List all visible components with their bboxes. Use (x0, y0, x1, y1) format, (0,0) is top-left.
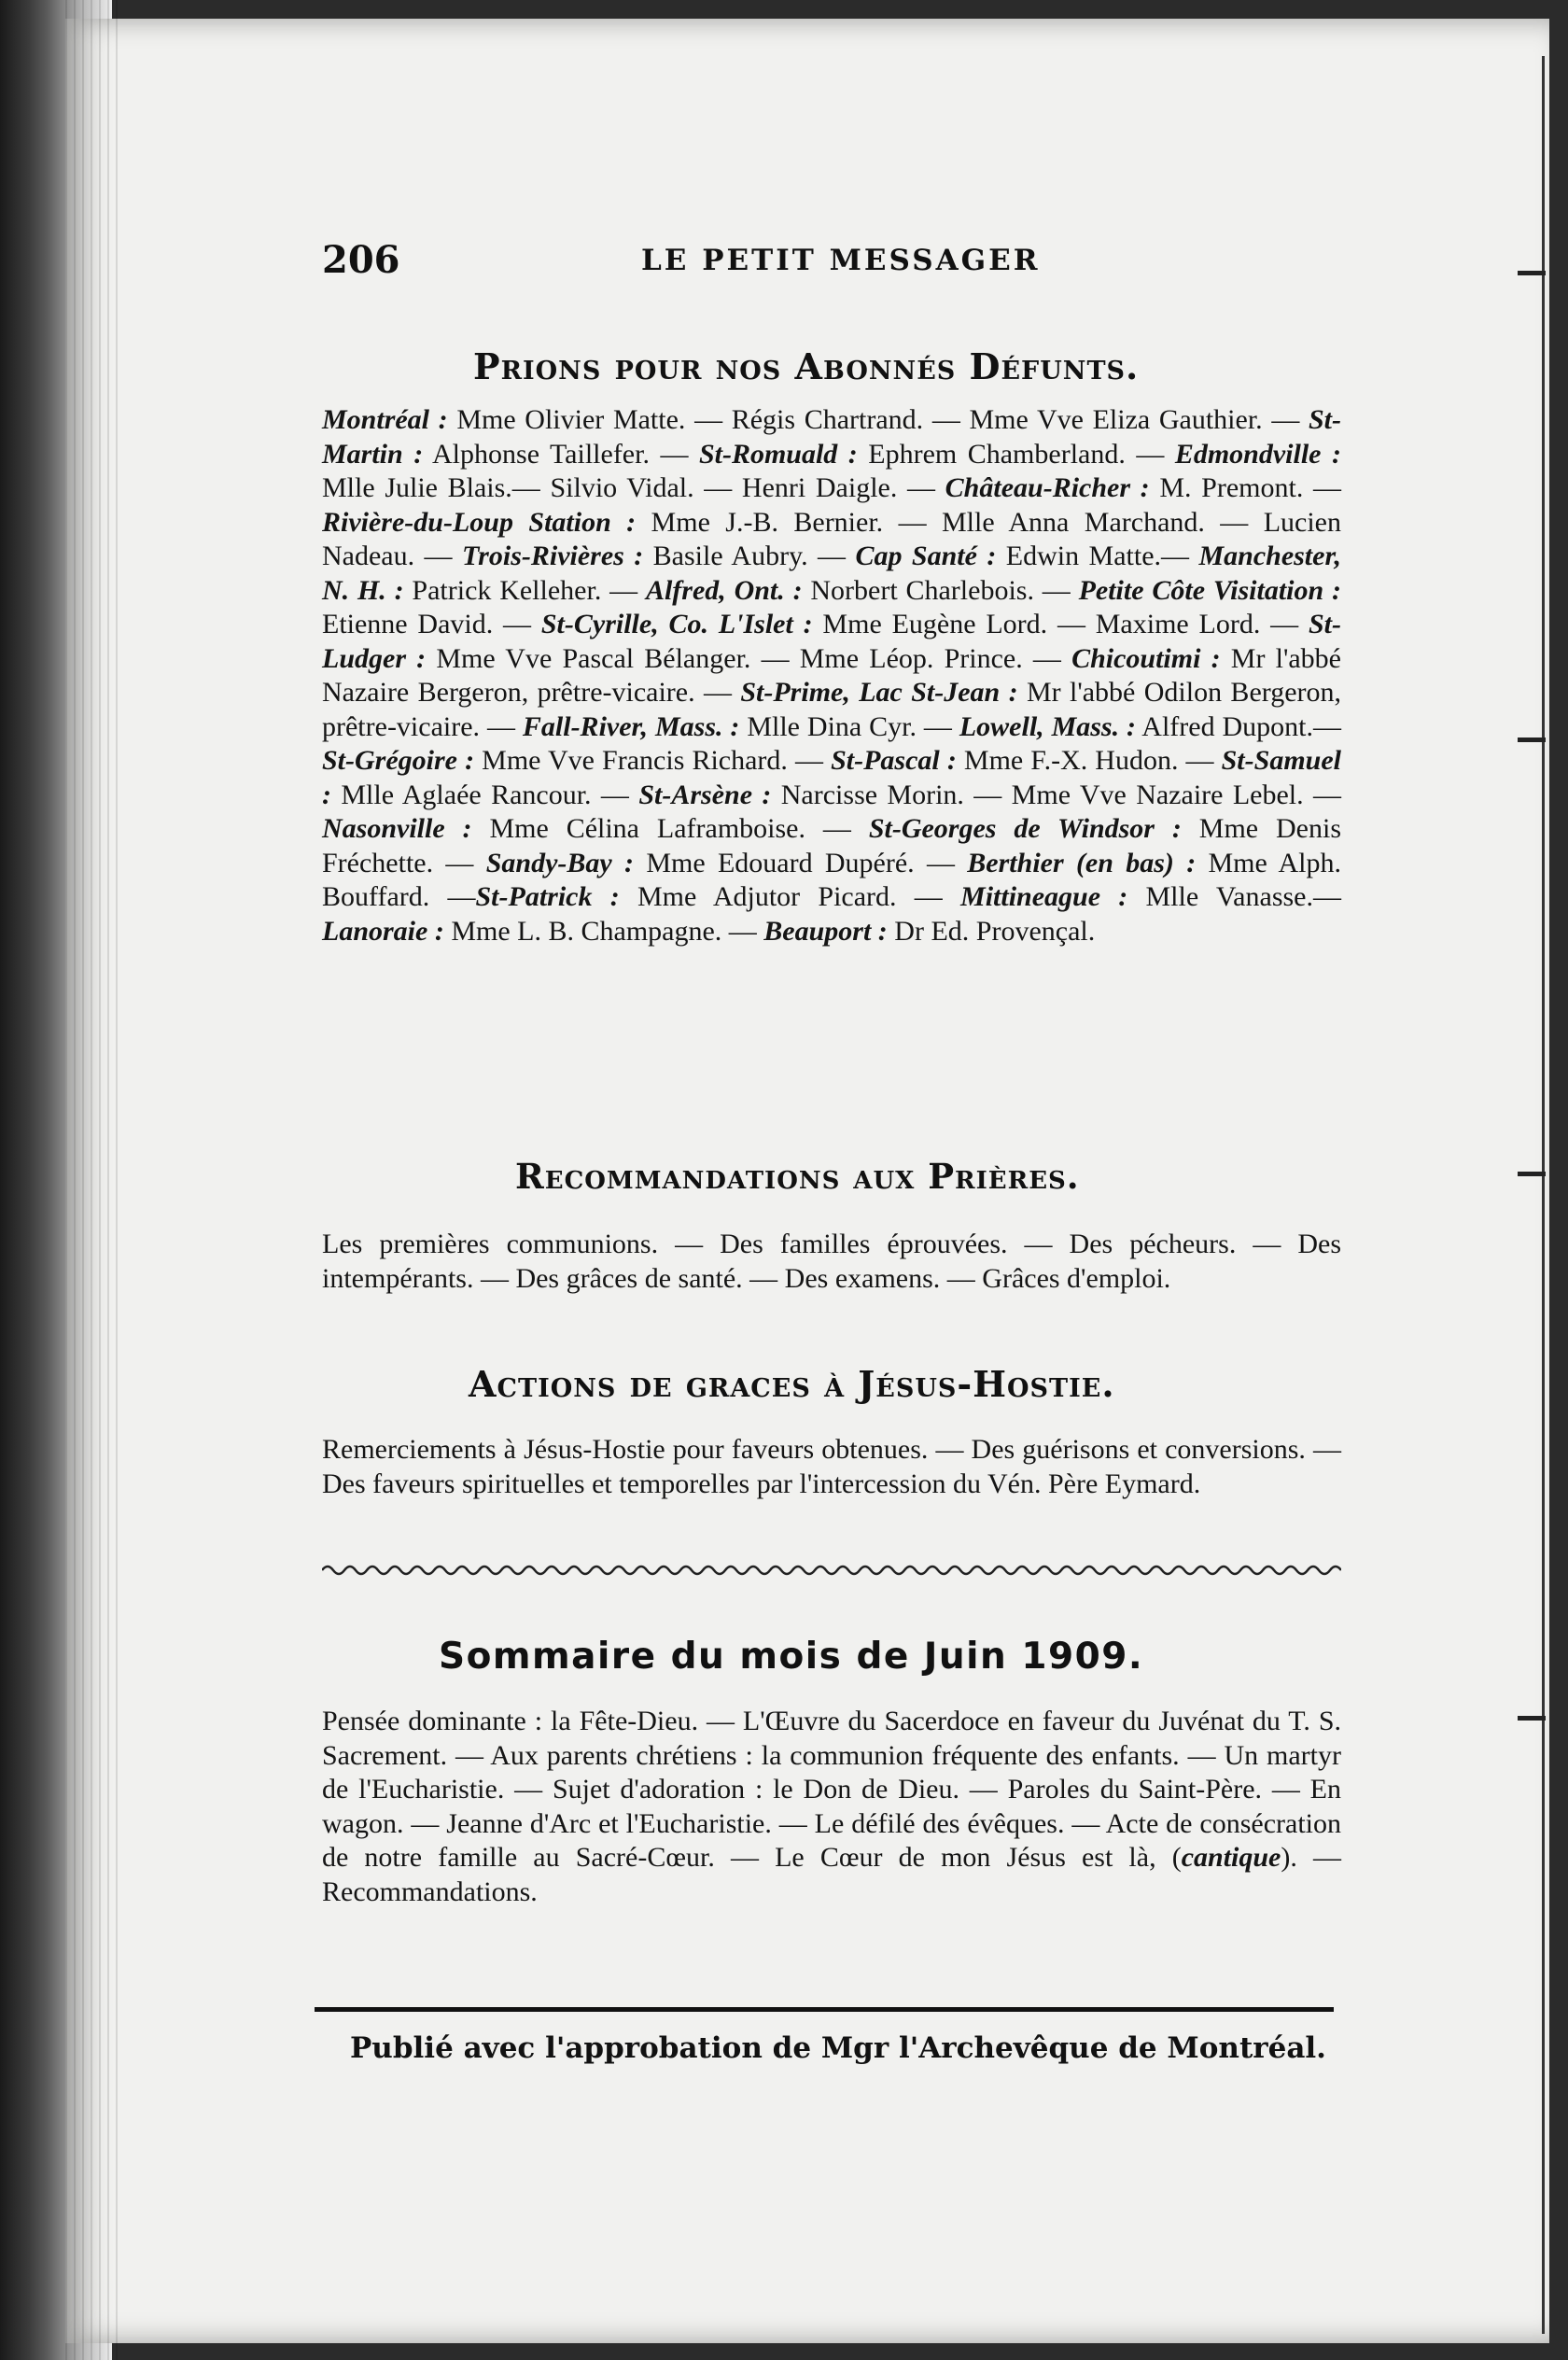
place-name: Château-Richer : (945, 472, 1150, 503)
place-name: Petite Côte Visitation : (1078, 574, 1342, 606)
place-name: Manchester, N. H. : (322, 541, 1341, 606)
wavy-divider (322, 1561, 1341, 1580)
place-name: Rivière-du-Loup Station : (322, 506, 637, 538)
place-name: St-Samuel : (322, 745, 1341, 810)
place-name: St-Grégoire : (322, 745, 475, 776)
place-name: Lowell, Mass. : (959, 710, 1137, 742)
edge-tick (1518, 1716, 1546, 1721)
page-header (322, 238, 1330, 294)
place-name: St-Ludger : (322, 609, 1341, 674)
actions-text: Remerciements à Jésus-Hostie pour faveurs obtenues. — Des guérisons et conversions. — Des faveurs spirituelles et temporelles par l'intercession du Vén. Père Eymard. (322, 1434, 1341, 1499)
defunts-list: Montréal : Mme Olivier Matte. — Régis Chartrand. — Mme Vve Eliza Gauthier. — St-Martin : Alphonse Taillefer. — St-Romuald : Ephrem Chamberland. — Edmondville : Mlle Julie Blais.— Silvio Vidal. — Henri Daigle. — Château-Richer : M. Premont. — Rivière-du-Loup Station : Mme J.-B. Bernier. — Mlle Anna Marchand. — Lucien Nadeau. — Trois-Rivières : Basile Aubry. — Cap Santé : Edwin Matte.— Manchester, N. H. : Patrick Kelleher. — Alfred, Ont. : Norbert Charlebois. — Petite Côte Visitation : Etienne David. — St-Cyrille, Co. L'Islet : Mme Eugène Lord. — Maxime Lord. — St-Ludger : Mme Vve Pascal Bélanger. — Mme Léop. Prince. — Chicoutimi : Mr l'abbé Nazaire Bergeron, prêtre-vicaire. — St-Prime, Lac St-Jean : Mr l'abbé Odilon Bergeron, prêtre-vicaire. — Fall-River, Mass. : Mlle Dina Cyr. — Lowell, Mass. : Alfred Dupont.— St-Grégoire : Mme Vve Francis Richard. — St-Pascal : Mme F.-X. Hudon. — St-Samuel : Mlle Aglaée Rancour. — St-Arsène : Narcisse Morin. — Mme Vve Nazaire Lebel. — Nasonville : Mme Célina Laframboise. — St-Georges de Windsor : Mme Denis Fréchette. — Sandy-Bay : Mme Edouard Dupéré. — Berthier (en bas) : Mme Alph. Bouffard. —St-Patrick : Mme Adjutor Picard. — Mittineague : Mlle Vanasse.— Lanoraie : Mme L. B. Champagne. — Beauport : Dr Ed. Provençal. (322, 404, 1342, 947)
place-name: St-Pascal : (831, 745, 957, 776)
place-name: St-Patrick : (475, 881, 620, 912)
edge-tick (1518, 738, 1546, 742)
place-name: St-Cyrille, Co. L'Islet : (540, 609, 813, 639)
place-name: Mittineague : (960, 881, 1128, 912)
section-title-defunts: Prions pour nos Abonnés Défunts. (473, 345, 1140, 387)
place-name: Sandy-Bay : (485, 847, 635, 878)
sommaire-text: Pensée dominante : la Fête-Dieu. — L'Œuvre du Sacerdoce en faveur du Juvénat du T. S. Sacrement. — Aux parents chrétiens : la communion fréquente des enfants. — Un martyr de l'Eucharistie. — Sujet d'adoration : le Don de Dieu. — Paroles du Saint-Père. — En wagon. — Jeanne d'Arc et l'Eucharistie. — Le défilé des évêques. — Acte de consécration de notre famille au Sacré-Cœur. — Le Cœur de mon Jésus est là, (cantique). — Recommandations. (322, 1706, 1341, 1907)
place-name: Edmondville : (1174, 438, 1341, 470)
place-name: Trois-Rivières : (461, 541, 644, 571)
running-title: LE PETIT MESSAGER (641, 244, 1041, 277)
section-title-actions: Actions de graces à Jésus-Hostie. (469, 1363, 1115, 1405)
place-name: St-Romuald : (698, 438, 858, 470)
recommandations-text: Les premières communions. — Des familles éprouvées. — Des pécheurs. — Des intempérants. — Des grâces de santé. — Des examens. — Grâces d'emploi. (322, 1229, 1341, 1294)
footer-rule (315, 2007, 1334, 2012)
page-right-edge (1542, 56, 1545, 2334)
edge-tick (1518, 1172, 1546, 1176)
edge-tick (1518, 271, 1546, 275)
place-name: Berthier (en bas) : (967, 847, 1197, 878)
footer-approval: Publié avec l'approbation de Mgr l'Archevêque de Montréal. (350, 2031, 1326, 2065)
place-name: Chicoutimi : (1071, 642, 1221, 674)
place-name: Alfred, Ont. : (645, 574, 803, 606)
page-number: 206 (322, 238, 400, 282)
place-name: St-Prime, Lac St-Jean : (740, 677, 1018, 708)
place-name: St-Georges de Windsor : (868, 813, 1182, 844)
place-name: Montréal : (322, 404, 448, 435)
place-name: St-Martin : (322, 404, 1341, 470)
place-name: Fall-River, Mass. : (522, 710, 740, 742)
page-stack-edges (65, 0, 121, 2360)
place-name: St-Arsène : (638, 779, 772, 810)
place-name: cantique (1181, 1842, 1281, 1873)
place-name: Nasonville : (322, 813, 472, 844)
place-name: Beauport : (763, 915, 888, 947)
section-title-recommandations: Recommandations aux Prières. (515, 1156, 1080, 1197)
section-title-sommaire: Sommaire du mois de Juin 1909. (439, 1636, 1144, 1678)
place-name: Cap Santé : (855, 541, 997, 571)
place-name: Lanoraie : (322, 915, 444, 947)
